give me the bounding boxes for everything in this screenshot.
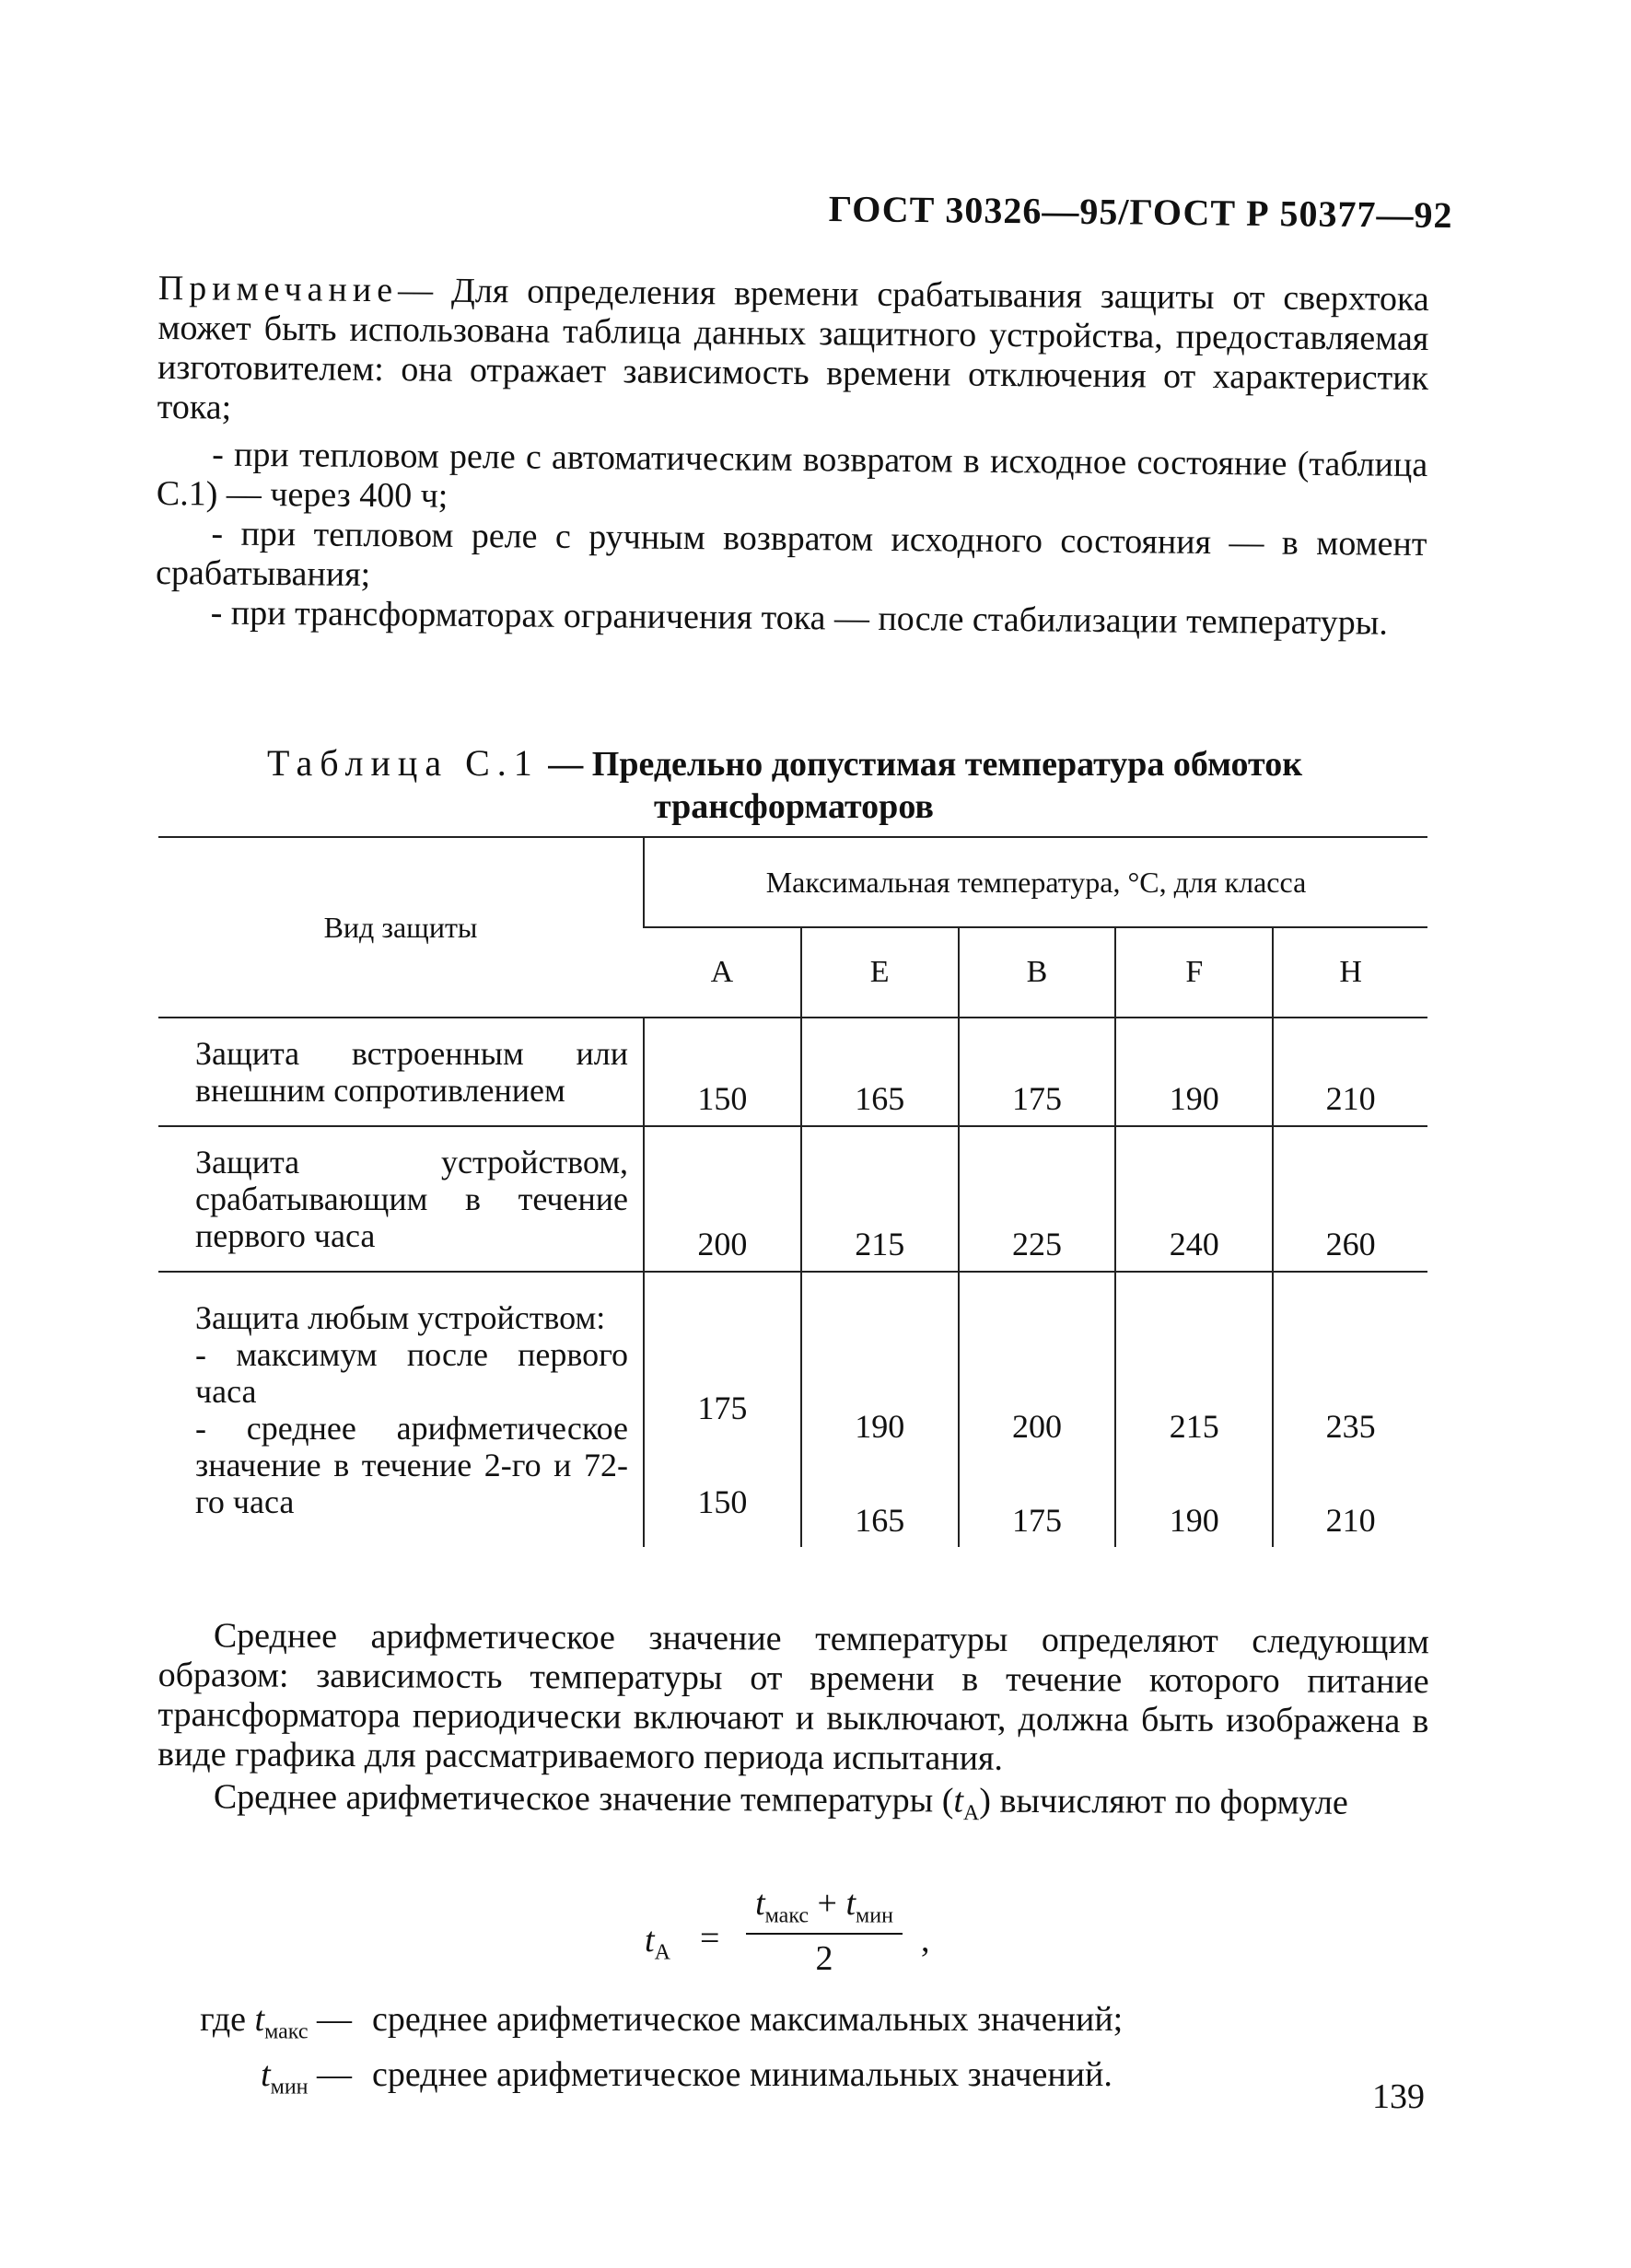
row-label xyxy=(158,1272,644,1547)
page-number: 139 xyxy=(1372,2077,1425,2116)
where-row xyxy=(158,1998,1123,2053)
formula-equals: = xyxy=(700,1919,720,1958)
table-cell: 190 xyxy=(1115,1018,1273,1126)
cell-value: 235 xyxy=(1325,1408,1376,1445)
class-header: H xyxy=(1273,927,1427,1018)
paragraph-method xyxy=(157,1616,1429,1781)
class-header: B xyxy=(959,927,1116,1018)
cell-value: 190 xyxy=(1169,1502,1219,1539)
table-cell: 175 xyxy=(959,1018,1116,1126)
symbol-sub: A xyxy=(654,1940,670,1965)
formula xyxy=(645,1883,1013,1984)
table-row xyxy=(158,1272,1427,1547)
col-header-protection: Вид защиты xyxy=(158,837,644,1018)
symbol-t: t xyxy=(261,2054,271,2094)
class-header: A xyxy=(644,927,801,1018)
row-label: Защита встроенным или внешним сопротивлением xyxy=(158,1018,644,1126)
table-cell: 225 xyxy=(959,1126,1116,1272)
note-block xyxy=(156,269,1429,644)
symbol-sub: мин xyxy=(856,1903,893,1928)
list-item: - при тепловом реле с ручным возвратом исходного состояния — в момент срабатывания; xyxy=(155,514,1427,595)
table-caption xyxy=(267,742,1418,828)
cell-value: 210 xyxy=(1325,1502,1376,1539)
list-item: - при тепловом реле с автоматическим возвратом в исходное состояние (таблица С.1) — через 400 ч; xyxy=(156,435,1428,516)
symbol-t: t xyxy=(645,1921,655,1960)
fraction-bar xyxy=(746,1933,903,1935)
row-label-line: - среднее арифметическое значение в течение 2-го и 72-го часа xyxy=(195,1410,628,1520)
paragraph-text-part: Среднее арифметическое значение температуры ( xyxy=(213,1777,954,1820)
class-header: F xyxy=(1115,927,1273,1018)
row-label-line: Защита любым устройством: xyxy=(195,1299,606,1336)
table-caption-lead: Таблица С.1 xyxy=(267,742,540,784)
note-paragraph xyxy=(157,269,1428,438)
table-caption-title-2: трансформаторов xyxy=(654,787,934,826)
where-label xyxy=(158,2053,372,2109)
table-cell: 200 xyxy=(644,1126,801,1272)
symbol-t: t xyxy=(845,1884,856,1923)
formula-plus: + xyxy=(817,1884,837,1923)
cell-value: 150 xyxy=(697,1483,748,1520)
formula-lhs xyxy=(645,1920,670,1966)
row-label: Защита устройством, срабатывающим в течение первого часа xyxy=(158,1126,644,1272)
temperature-table xyxy=(158,836,1427,1547)
cell-value: 175 xyxy=(697,1390,748,1426)
table-cell xyxy=(801,1272,959,1547)
note-label: Примечание xyxy=(157,269,399,310)
where-dash: — xyxy=(317,2054,352,2094)
col-header-max-temp: Максимальная температура, °С, для класса xyxy=(644,837,1427,927)
table-cell: 215 xyxy=(801,1126,959,1272)
formula-numerator xyxy=(746,1883,903,1929)
cell-value: 175 xyxy=(1011,1502,1062,1539)
symbol-t: t xyxy=(953,1781,964,1820)
class-header: E xyxy=(801,927,959,1018)
cell-value: 165 xyxy=(855,1502,905,1539)
where-dash: — xyxy=(317,2000,352,2039)
symbol-t: t xyxy=(254,2000,265,2039)
table-cell xyxy=(1115,1272,1273,1547)
where-row xyxy=(158,2053,1123,2109)
table-cell: 260 xyxy=(1273,1126,1427,1272)
paragraph-text: Среднее арифметическое значение температуры определяют следующим образом: зависимость температуры от времени в течение которого питание трансформатора периодически включают и выключают, должна быть изображена в виде графика для рассматриваемого периода испытания. xyxy=(157,1616,1429,1778)
paragraph-text-part: ) вычисляют по формуле xyxy=(979,1781,1348,1822)
document-header: ГОСТ 30326—95/ГОСТ Р 50377—92 xyxy=(828,187,1453,237)
formula-comma: , xyxy=(921,1921,930,1960)
paragraph-formula-intro xyxy=(158,1777,1429,1836)
cell-value: 200 xyxy=(1011,1408,1062,1445)
table-cell xyxy=(644,1272,801,1547)
symbol-t: t xyxy=(755,1884,765,1923)
formula-fraction xyxy=(746,1883,903,1979)
table-row xyxy=(158,1126,1427,1272)
where-block xyxy=(158,1998,1123,2108)
row-label-line: - максимум после первого часа xyxy=(195,1336,628,1410)
where-prefix: где xyxy=(200,2000,247,2039)
formula-denominator: 2 xyxy=(815,1938,833,1978)
list-item: - при трансформаторах ограничения тока — после стабилизации температуры. xyxy=(210,593,1388,643)
table-cell: 150 xyxy=(644,1018,801,1126)
where-label xyxy=(158,1998,372,2053)
table-cell: 240 xyxy=(1115,1126,1273,1272)
table-cell xyxy=(959,1272,1116,1547)
table-caption-title: — Предельно допустимая температура обмоток xyxy=(548,745,1303,784)
cell-value: 215 xyxy=(1169,1408,1219,1445)
symbol-sub: A xyxy=(962,1801,980,1826)
table-row xyxy=(158,1018,1427,1126)
table-cell xyxy=(1273,1272,1427,1547)
cell-value: 190 xyxy=(855,1408,905,1445)
table-cell: 210 xyxy=(1273,1018,1427,1126)
paragraph-text xyxy=(158,1777,1429,1836)
where-desc: среднее арифметическое минимальных значений. xyxy=(372,2054,1113,2094)
symbol-sub: макс xyxy=(264,2019,309,2044)
where-desc: среднее арифметическое максимальных значений; xyxy=(372,2000,1124,2039)
symbol-sub: макс xyxy=(764,1903,810,1928)
note-text: — Для определения времени срабатывания защиты от сверхтока может быть использована таблица данных защитного устройства, предоставляемая изготовителем: она отражает зависимость времени отключения от характеристик тока; xyxy=(157,271,1429,427)
symbol-sub: мин xyxy=(270,2075,309,2099)
table-cell: 165 xyxy=(801,1018,959,1126)
